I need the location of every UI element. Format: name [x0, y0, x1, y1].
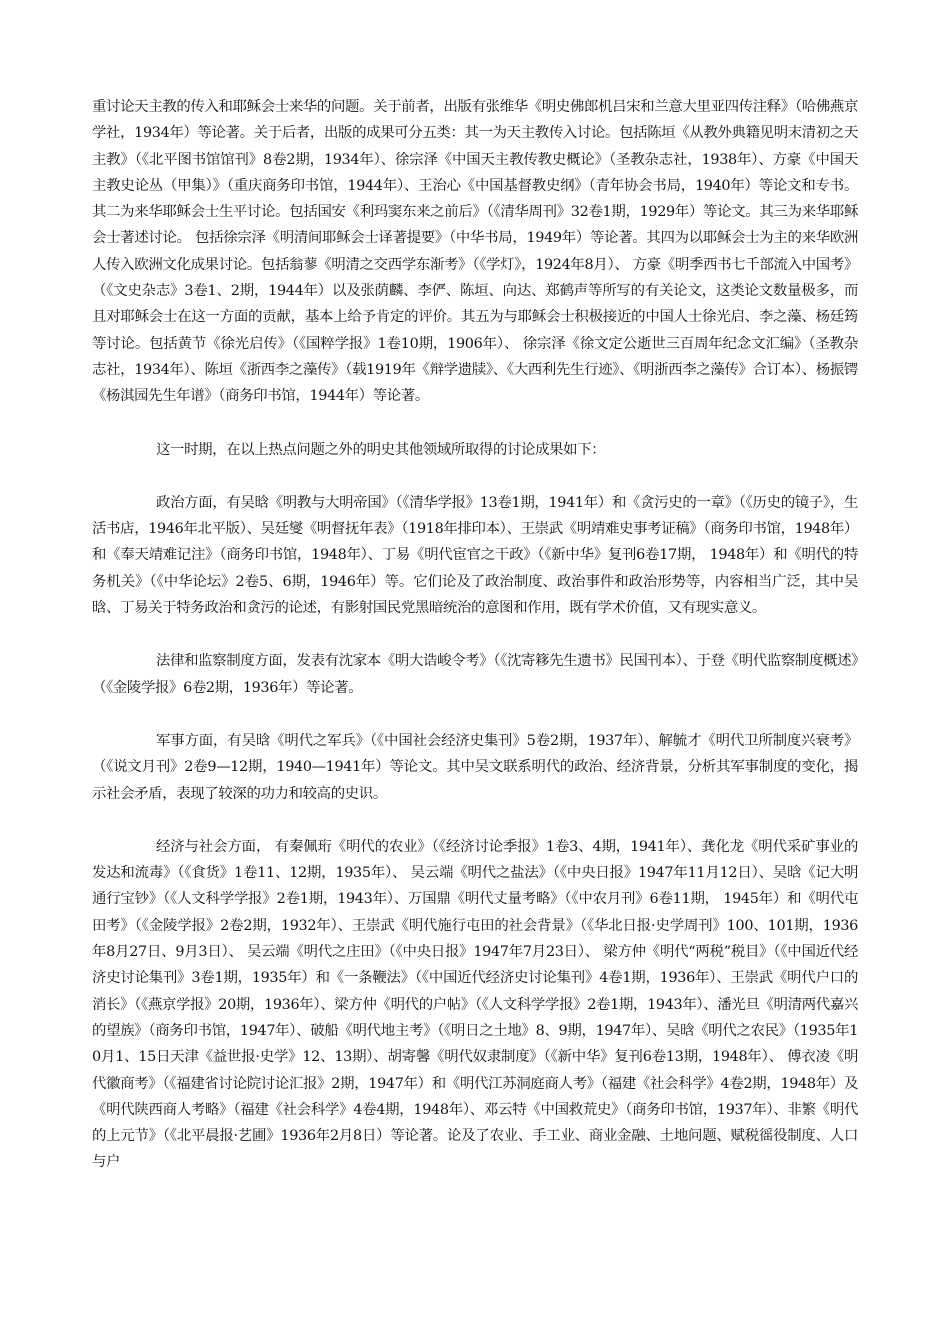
- paragraph-economy-society: 经济与社会方面， 有秦佩珩《明代的农业》（《经济讨论季报》1卷3、4期，1941年）、龚化龙《明代采矿事业的发达和流毒》（《食货》1卷11、12期，1935年）、 吴云端《明代之盐法》（《中央日报》1947年11月12日）、吴晗《记大明通行宝钞》（《人文科学学报》2卷1期，1943年）、万国鼎《明代丈量考略》（《中农月刊》6卷11期， 1945年）和《明代屯田考》（《金陵学报》2卷2期，1932年）、王崇武《明代施行屯田的社会背景》（《华北日报·史学周刊》100、101期，1936年8月27日、9月3日）、 吴云端《明代之庄田》（《中央日报》1947年7月23日）、 梁方仲《明代“两税”税目》（《中国近代经济史讨论集刊》3卷1期，1935年）和《一条鞭法》（《中国近代经济史讨论集刊》4卷1期，1936年）、王崇武《明代户口的消长》（《燕京学报》20期，1936年）、梁方仲《明代的户帖》（《人文科学学报》2卷1期，1943年）、潘光旦《明清两代嘉兴的望族》（商务印书馆，1947年）、破船《明代地主考》（《明日之土地》8、9期，1947年）、吴晗《明代之农民》（1935年10月1、15日天津《益世报·史学》12、13期）、胡寄馨《明代奴隶制度》（《新中华》复刊6卷13期，1948年）、 傅衣凌《明代徽商考》（《福建省讨论院讨论汇报》2期，1947年）和《明代江苏洞庭商人考》（福建《社会科学》4卷2期，1948年）及《明代陕西商人考略》（福建《社会科学》4卷4期，1948年）、邓云特《中国救荒史》（商务印书馆，1937年）、非繁《明代的上元节》（《北平晨报·艺圃》1936年2月8日）等论著。论及了农业、手工业、商业金融、土地问题、赋税徭役制度、人口与户: [92, 838, 858, 1171]
- paragraph-gap: [92, 410, 858, 437]
- paragraph-gap: [92, 807, 858, 834]
- paragraph-catholicism-jesuits: 重讨论天主教的传入和耶稣会士来华的问题。关于前者，出版有张维华《明史佛郎机吕宋和兰意大里亚四传注释》（哈佛燕京学社，1934年）等论著。关于后者，出版的成果可分五类：其一为天主教传入讨论。包括陈垣《从教外典籍见明末清初之天主教》（《北平图书馆馆刊》8卷2期，1934年）、徐宗泽《中国天主教传教史概论》（圣教杂志社，1938年）、方豪《中国天主教史论丛（甲集）》（重庆商务印书馆，1944年）、王治心《中国基督教史纲》（青年协会书局，1940年）等论文和专书。其二为来华耶稣会士生平讨论。包括国安《利玛窦东来之前后》（《清华周刊》32卷1期，1929年）等论文。其三为来华耶稣会士著述讨论。 包括徐宗泽《明清间耶稣会士译著提要》（中华书局，1949年）等论著。其四为以耶稣会士为主的来华欧洲人传入欧洲文化成果讨论。包括翁蓼《明清之交西学东渐考》（《学灯》，1924年8月）、 方豪《明季西书七千部流入中国考》（《文史杂志》3卷1、2期，1944年）以及张荫麟、李俨、陈垣、向达、郑鹤声等所写的有关论文，这类论文数量极多，而且对耶稣会士在这一方面的贡献，基本上给予肯定的评价。其五为与耶稣会士积极接近的中国人士徐光启、李之藻、杨廷筠等讨论。包括黄节《徐光启传》（《国粹学报》1卷10期，1906年）、 徐宗泽《徐文定公逝世三百周年纪念文汇编》（圣教杂志社，1934年）、陈垣《浙西李之藻传》（载1919年《辩学遗牍》、《大西利先生行迹》、《明浙西李之藻传》合订本）、杨振锷《杨淇园先生年谱》（商务印书馆，1944年）等论著。: [92, 99, 858, 405]
- paragraph-gap: [92, 701, 858, 728]
- paragraph-transition: 这一时期，在以上热点问题之外的明史其他领域所取得的讨论成果如下：: [156, 441, 606, 458]
- paragraph-gap: [92, 463, 858, 490]
- paragraph-military: 军事方面，有吴晗《明代之军兵》（《中国社会经济史集刊》5卷2期，1937年）、解毓才《明代卫所制度兴衰考》（《说文月刊》2卷9—12期，1940—1941年）等论文。其中吴文联系明代的政治、经济背景，分析其军事制度的变化，揭示社会矛盾，表现了较深的功力和较高的史识。: [92, 732, 858, 802]
- paragraph-gap: [92, 621, 858, 648]
- paragraph-politics: 政治方面，有吴晗《明教与大明帝国》（《清华学报》13卷1期，1941年）和《贪污史的一章》（《历史的镜子》，生活书店，1946年北平版）、吴廷燮《明督抚年表》（1918年排印本）、王崇武《明靖难史事考证稿》（商务印书馆，1948年）和《奉天靖难记注》（商务印书馆，1948年）、丁易《明代宦官之干政》（《新中华》复刊6卷17期， 1948年）和《明代的特务机关》（《中华论坛》2卷5、6期，1946年）等。它们论及了政治制度、政治事件和政治形势等，内容相当广泛，其中吴晗、丁易关于特务政治和贪污的论述，有影射国民党黑暗统治的意图和作用，既有学术价值，又有现实意义。: [92, 494, 858, 617]
- paragraph-law-supervision: 法律和监察制度方面，发表有沈家本《明大诰峻令考》（《沈寄簃先生遗书》民国刊本）、于登《明代监察制度概述》（《金陵学报》6卷2期，1936年）等论著。: [92, 653, 858, 696]
